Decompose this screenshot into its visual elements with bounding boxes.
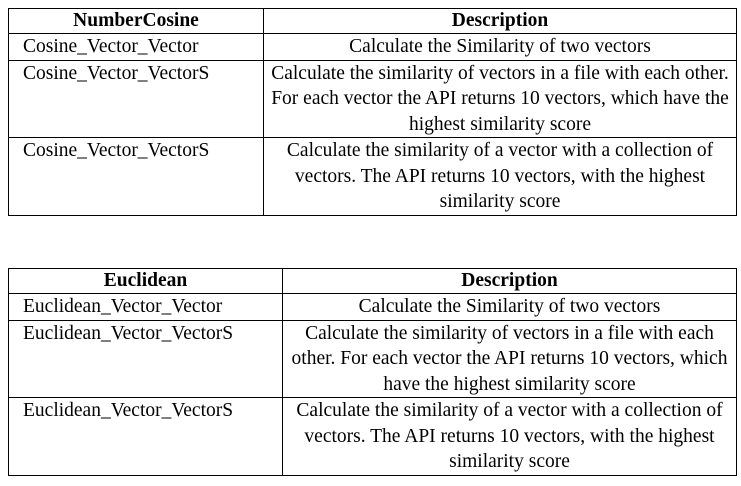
table-row: [9, 138, 737, 216]
column-header-method: Euclidean: [9, 269, 283, 294]
method-name-cell: Euclidean_Vector_VectorS: [9, 320, 283, 398]
description-cell: Calculate the Similarity of two vectors: [264, 34, 737, 61]
cosine-api-table: [8, 8, 737, 216]
column-header-method: NumberCosine: [9, 9, 264, 34]
table-row: [9, 294, 737, 321]
table-row: [9, 320, 737, 398]
description-cell: Calculate the similarity of a vector with a collection of vectors. The API returns 10 vectors, with the highest similarity score: [264, 138, 737, 216]
euclidean-api-table: [8, 268, 737, 476]
method-name-cell: Euclidean_Vector_VectorS: [9, 398, 283, 476]
description-cell: Calculate the similarity of a vector with a collection of vectors. The API returns 10 vectors, with the highest similarity score: [283, 398, 737, 476]
table-row: [9, 60, 737, 138]
method-name-cell: Cosine_Vector_VectorS: [9, 60, 264, 138]
column-header-description: Description: [264, 9, 737, 34]
method-name-cell: Cosine_Vector_Vector: [9, 34, 264, 61]
column-header-description: Description: [283, 269, 737, 294]
table-row: [9, 398, 737, 476]
table-header-row: [9, 9, 737, 34]
table-row: [9, 34, 737, 61]
description-cell: Calculate the similarity of vectors in a file with each other. For each vector the API returns 10 vectors, which have the highest similarity score: [264, 60, 737, 138]
method-name-cell: Cosine_Vector_VectorS: [9, 138, 264, 216]
table-header-row: [9, 269, 737, 294]
description-cell: Calculate the similarity of vectors in a file with each other. For each vector the API returns 10 vectors, which have the highest similarity score: [283, 320, 737, 398]
method-name-cell: Euclidean_Vector_Vector: [9, 294, 283, 321]
description-cell: Calculate the Similarity of two vectors: [283, 294, 737, 321]
